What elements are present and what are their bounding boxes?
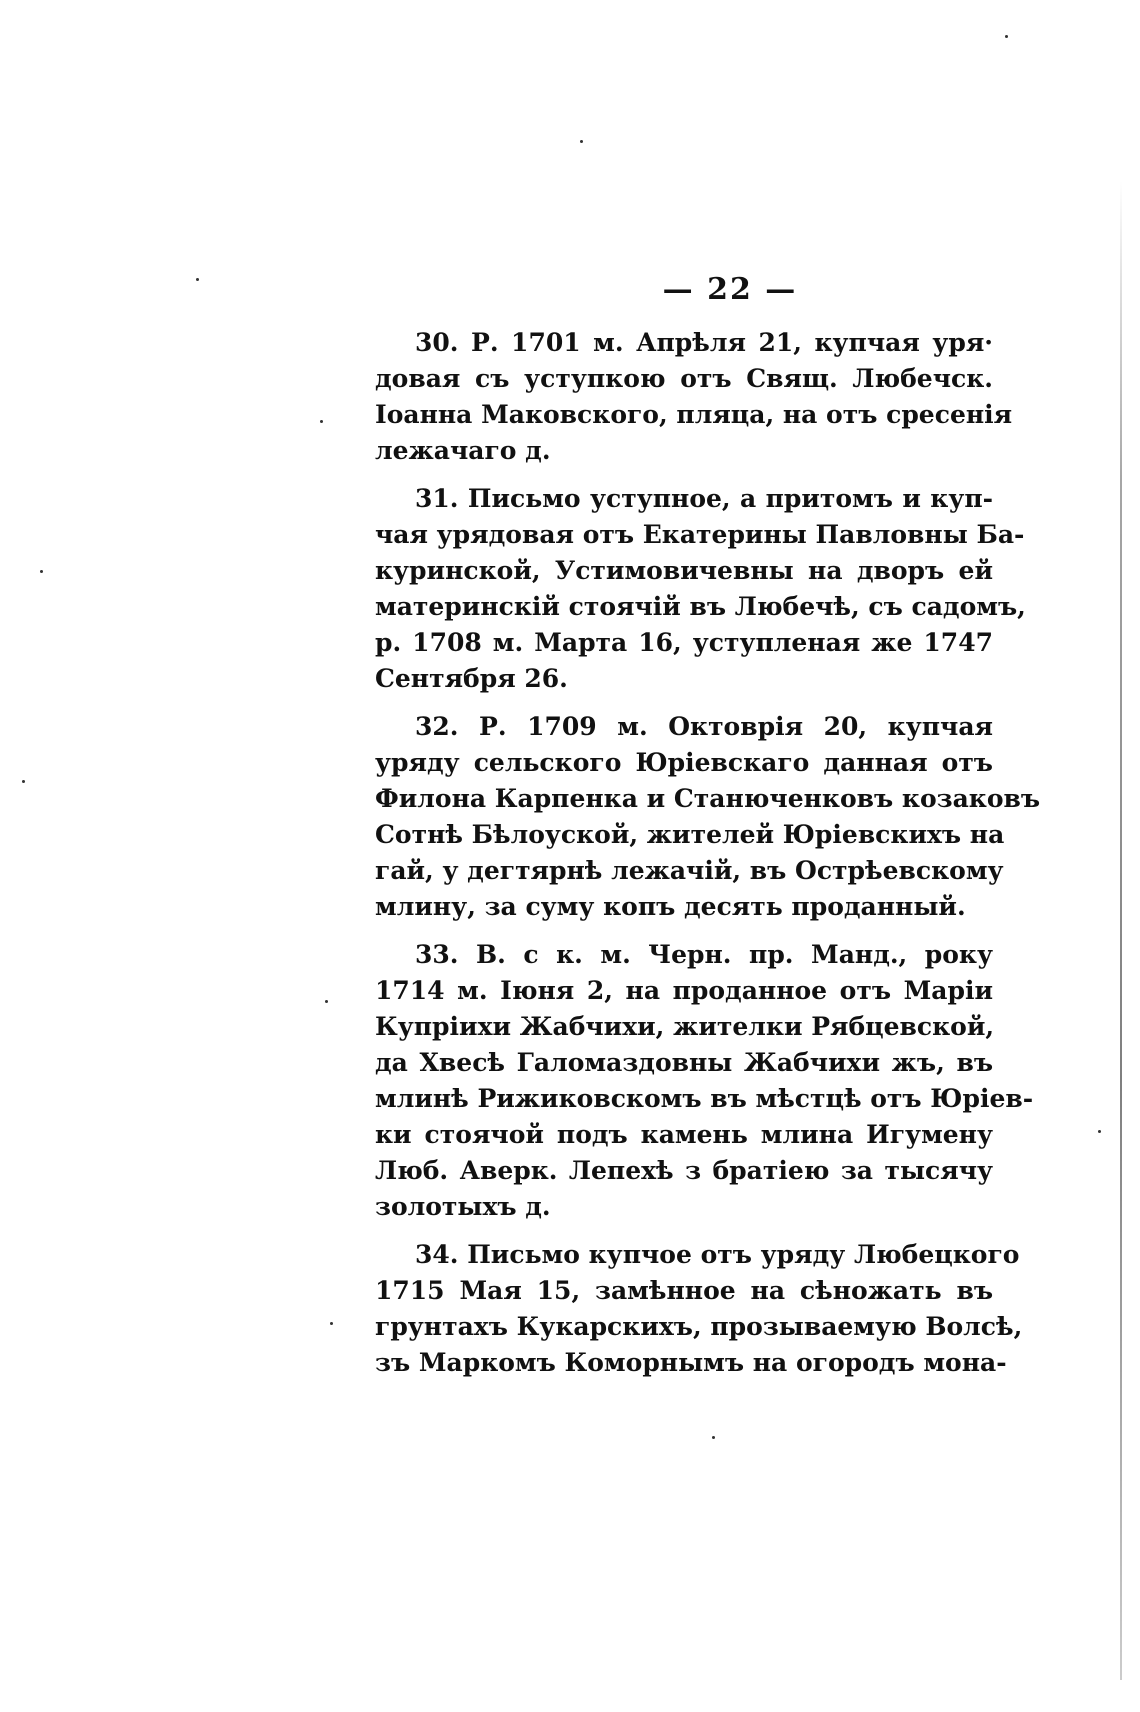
text-line: да Хвесѣ Галомаздовны Жабчихи жъ, въ	[375, 1048, 993, 1077]
scan-speck	[712, 1436, 715, 1439]
entry-34	[375, 1237, 1023, 1381]
text-line: млинѣ Рижиковскомъ въ мѣстцѣ отъ Юріев-	[375, 1084, 1034, 1113]
entry-32	[375, 709, 1041, 925]
text-line: Сентября 26.	[375, 664, 568, 693]
text-line: куринской, Устимовичевны на дворъ ей	[375, 556, 993, 585]
text-line: Іоанна Маковского, пляца, на отъ сресенія	[375, 400, 1013, 429]
page-edge-shadow	[1120, 180, 1122, 1680]
text-line: Филона Карпенка и Станюченковъ козаковъ	[375, 784, 1041, 813]
text-line: 30. Р. 1701 м. Апрѣля 21, купчая уря·	[415, 328, 993, 357]
scan-speck	[196, 278, 199, 281]
text-line: гай, у дегтярнѣ лежачій, въ Острѣевскому	[375, 856, 1004, 885]
text-line: 32. Р. 1709 м. Октоврія 20, купчая	[415, 712, 993, 741]
text-line: 1715 Мая 15, замѣнное на сѣножать въ	[375, 1276, 993, 1305]
scan-speck	[330, 1322, 333, 1325]
scan-speck	[40, 570, 43, 573]
text-line: Купріихи Жабчихи, жителки Рябцевской,	[375, 1012, 995, 1041]
text-line: Люб. Аверк. Лепехѣ з братіею за тысячу	[375, 1156, 993, 1185]
entry-30	[375, 325, 1013, 469]
text-line: чая урядовая отъ Екатерины Павловны Ба-	[375, 520, 1025, 549]
page-number: — 22 —	[662, 272, 798, 307]
text-line: р. 1708 м. Марта 16, уступленая же 1747	[375, 628, 993, 657]
text-line: довая съ уступкою отъ Свящ. Любечск.	[375, 364, 993, 393]
text-line: лежачаго д.	[375, 436, 551, 465]
scan-speck	[22, 780, 25, 783]
text-line: 31. Письмо уступное, а притомъ и куп-	[415, 484, 993, 513]
scan-speck	[1005, 35, 1008, 38]
text-line: 1714 м. Іюня 2, на проданное отъ Маріи	[375, 976, 993, 1005]
text-line: материнскій стоячій въ Любечѣ, съ садомъ,	[375, 592, 1026, 621]
entry-33	[375, 937, 1034, 1225]
text-line: млину, за суму копъ десять проданный.	[375, 892, 966, 921]
text-line: грунтахъ Кукарскихъ, прозываемую Волсѣ,	[375, 1312, 1023, 1341]
scan-speck	[320, 420, 323, 423]
text-line: Сотнѣ Бѣлоуской, жителей Юріевскихъ на	[375, 820, 1005, 849]
text-line: ки стоячой подъ камень млина Игумену	[375, 1120, 993, 1149]
text-line: 33. В. с к. м. Черн. пр. Манд., року	[415, 940, 993, 969]
entry-31	[375, 481, 1026, 697]
scan-speck	[580, 140, 583, 143]
text-line: уряду сельского Юріевскаго данная отъ	[375, 748, 993, 777]
scan-speck	[325, 1000, 328, 1003]
document-body	[375, 325, 1041, 1393]
text-line: золотыхъ д.	[375, 1192, 551, 1221]
text-line: зъ Маркомъ Коморнымъ на огородъ мона-	[375, 1348, 1007, 1377]
scan-speck	[1098, 1130, 1101, 1133]
text-line: 34. Письмо купчое отъ уряду Любецкого	[415, 1240, 1020, 1269]
